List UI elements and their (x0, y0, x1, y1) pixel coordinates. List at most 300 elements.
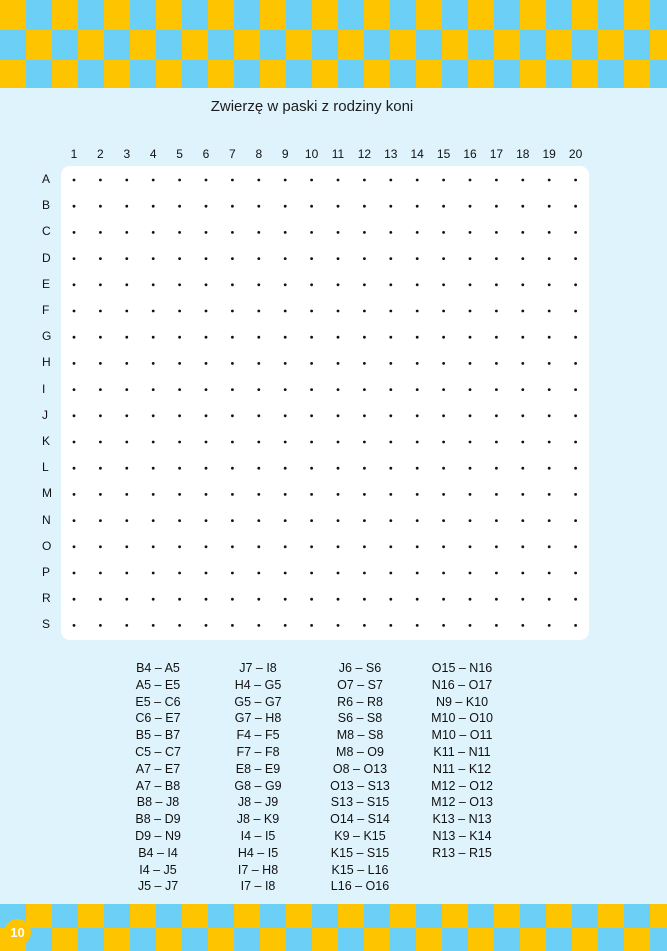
grid-dot-D19[interactable] (548, 257, 551, 260)
grid-dot-A20[interactable] (574, 179, 577, 182)
grid-dot-C14[interactable] (416, 231, 419, 234)
grid-dot-E9[interactable] (284, 283, 287, 286)
grid-dot-G3[interactable] (125, 336, 128, 339)
grid-dot-C1[interactable] (73, 231, 76, 234)
grid-dot-C18[interactable] (521, 231, 524, 234)
grid-dot-B6[interactable] (205, 205, 208, 208)
grid-dot-O7[interactable] (231, 545, 234, 548)
grid-dot-I16[interactable] (469, 388, 472, 391)
grid-dot-F16[interactable] (469, 310, 472, 313)
grid-dot-G19[interactable] (548, 336, 551, 339)
grid-dot-H6[interactable] (205, 362, 208, 365)
grid-dot-R7[interactable] (231, 598, 234, 601)
grid-dot-A5[interactable] (178, 179, 181, 182)
grid-dot-O8[interactable] (257, 545, 260, 548)
grid-dot-P10[interactable] (310, 572, 313, 575)
grid-dot-F1[interactable] (73, 310, 76, 313)
grid-dot-A17[interactable] (495, 179, 498, 182)
grid-dot-B19[interactable] (548, 205, 551, 208)
grid-dot-I6[interactable] (205, 388, 208, 391)
grid-dot-R9[interactable] (284, 598, 287, 601)
grid-dot-M4[interactable] (152, 493, 155, 496)
grid-dot-K14[interactable] (416, 441, 419, 444)
grid-dot-H12[interactable] (363, 362, 366, 365)
grid-dot-S5[interactable] (178, 624, 181, 627)
grid-dot-N7[interactable] (231, 519, 234, 522)
grid-dot-P12[interactable] (363, 572, 366, 575)
grid-dot-F18[interactable] (521, 310, 524, 313)
grid-dot-I5[interactable] (178, 388, 181, 391)
grid-dot-S19[interactable] (548, 624, 551, 627)
grid-dot-E3[interactable] (125, 283, 128, 286)
grid-dot-M19[interactable] (548, 493, 551, 496)
grid-dot-O3[interactable] (125, 545, 128, 548)
grid-dot-F6[interactable] (205, 310, 208, 313)
grid-dot-M20[interactable] (574, 493, 577, 496)
grid-dot-F2[interactable] (99, 310, 102, 313)
grid-dot-O9[interactable] (284, 545, 287, 548)
dot-grid[interactable] (61, 166, 589, 640)
grid-dot-D3[interactable] (125, 257, 128, 260)
grid-dot-H11[interactable] (337, 362, 340, 365)
grid-dot-C6[interactable] (205, 231, 208, 234)
grid-dot-N5[interactable] (178, 519, 181, 522)
grid-dot-M10[interactable] (310, 493, 313, 496)
grid-dot-S12[interactable] (363, 624, 366, 627)
grid-dot-M16[interactable] (469, 493, 472, 496)
grid-dot-K11[interactable] (337, 441, 340, 444)
grid-dot-L10[interactable] (310, 467, 313, 470)
grid-dot-N11[interactable] (337, 519, 340, 522)
grid-dot-N14[interactable] (416, 519, 419, 522)
grid-dot-H8[interactable] (257, 362, 260, 365)
grid-dot-P1[interactable] (73, 572, 76, 575)
grid-dot-P2[interactable] (99, 572, 102, 575)
grid-dot-J11[interactable] (337, 414, 340, 417)
grid-dot-O14[interactable] (416, 545, 419, 548)
grid-dot-M13[interactable] (389, 493, 392, 496)
grid-dot-D8[interactable] (257, 257, 260, 260)
grid-dot-S13[interactable] (389, 624, 392, 627)
grid-dot-A13[interactable] (389, 179, 392, 182)
grid-dot-L1[interactable] (73, 467, 76, 470)
grid-dot-S8[interactable] (257, 624, 260, 627)
grid-dot-B17[interactable] (495, 205, 498, 208)
grid-dot-E11[interactable] (337, 283, 340, 286)
grid-dot-L7[interactable] (231, 467, 234, 470)
grid-dot-R8[interactable] (257, 598, 260, 601)
grid-dot-J18[interactable] (521, 414, 524, 417)
grid-dot-N1[interactable] (73, 519, 76, 522)
grid-dot-B1[interactable] (73, 205, 76, 208)
grid-dot-R13[interactable] (389, 598, 392, 601)
grid-dot-S16[interactable] (469, 624, 472, 627)
grid-dot-C9[interactable] (284, 231, 287, 234)
grid-dot-G16[interactable] (469, 336, 472, 339)
grid-dot-S3[interactable] (125, 624, 128, 627)
grid-dot-N20[interactable] (574, 519, 577, 522)
grid-dot-J10[interactable] (310, 414, 313, 417)
grid-dot-R15[interactable] (442, 598, 445, 601)
grid-dot-J16[interactable] (469, 414, 472, 417)
grid-dot-N13[interactable] (389, 519, 392, 522)
grid-dot-C11[interactable] (337, 231, 340, 234)
grid-dot-H19[interactable] (548, 362, 551, 365)
grid-dot-E14[interactable] (416, 283, 419, 286)
grid-dot-E15[interactable] (442, 283, 445, 286)
grid-dot-C20[interactable] (574, 231, 577, 234)
grid-dot-F3[interactable] (125, 310, 128, 313)
grid-dot-J14[interactable] (416, 414, 419, 417)
grid-dot-P18[interactable] (521, 572, 524, 575)
grid-dot-N6[interactable] (205, 519, 208, 522)
grid-dot-J4[interactable] (152, 414, 155, 417)
grid-dot-F13[interactable] (389, 310, 392, 313)
grid-dot-L5[interactable] (178, 467, 181, 470)
grid-dot-H3[interactable] (125, 362, 128, 365)
grid-dot-F5[interactable] (178, 310, 181, 313)
grid-dot-R6[interactable] (205, 598, 208, 601)
grid-dot-K9[interactable] (284, 441, 287, 444)
grid-dot-N10[interactable] (310, 519, 313, 522)
grid-dot-J3[interactable] (125, 414, 128, 417)
grid-dot-O15[interactable] (442, 545, 445, 548)
grid-dot-C7[interactable] (231, 231, 234, 234)
grid-dot-J12[interactable] (363, 414, 366, 417)
grid-dot-R17[interactable] (495, 598, 498, 601)
grid-dot-O5[interactable] (178, 545, 181, 548)
grid-dot-J8[interactable] (257, 414, 260, 417)
grid-dot-P7[interactable] (231, 572, 234, 575)
grid-dot-M11[interactable] (337, 493, 340, 496)
grid-dot-O6[interactable] (205, 545, 208, 548)
grid-dot-D16[interactable] (469, 257, 472, 260)
grid-dot-K16[interactable] (469, 441, 472, 444)
grid-dot-P16[interactable] (469, 572, 472, 575)
grid-dot-P5[interactable] (178, 572, 181, 575)
grid-dot-C16[interactable] (469, 231, 472, 234)
grid-dot-P9[interactable] (284, 572, 287, 575)
grid-dot-K7[interactable] (231, 441, 234, 444)
grid-dot-M9[interactable] (284, 493, 287, 496)
grid-dot-M17[interactable] (495, 493, 498, 496)
grid-dot-K17[interactable] (495, 441, 498, 444)
grid-dot-L13[interactable] (389, 467, 392, 470)
grid-dot-O19[interactable] (548, 545, 551, 548)
grid-dot-L6[interactable] (205, 467, 208, 470)
grid-dot-K15[interactable] (442, 441, 445, 444)
grid-dot-J5[interactable] (178, 414, 181, 417)
grid-dot-O18[interactable] (521, 545, 524, 548)
grid-dot-B5[interactable] (178, 205, 181, 208)
grid-dot-D11[interactable] (337, 257, 340, 260)
grid-dot-M8[interactable] (257, 493, 260, 496)
grid-dot-G9[interactable] (284, 336, 287, 339)
grid-dot-L12[interactable] (363, 467, 366, 470)
grid-dot-D5[interactable] (178, 257, 181, 260)
grid-dot-S6[interactable] (205, 624, 208, 627)
grid-dot-F20[interactable] (574, 310, 577, 313)
grid-dot-K5[interactable] (178, 441, 181, 444)
grid-dot-J20[interactable] (574, 414, 577, 417)
grid-dot-B11[interactable] (337, 205, 340, 208)
grid-dot-G2[interactable] (99, 336, 102, 339)
grid-dot-L19[interactable] (548, 467, 551, 470)
grid-dot-I1[interactable] (73, 388, 76, 391)
grid-dot-C8[interactable] (257, 231, 260, 234)
grid-dot-M7[interactable] (231, 493, 234, 496)
grid-dot-K10[interactable] (310, 441, 313, 444)
grid-dot-B4[interactable] (152, 205, 155, 208)
grid-dot-A19[interactable] (548, 179, 551, 182)
grid-dot-O2[interactable] (99, 545, 102, 548)
grid-dot-N3[interactable] (125, 519, 128, 522)
grid-dot-D15[interactable] (442, 257, 445, 260)
grid-dot-J17[interactable] (495, 414, 498, 417)
grid-dot-F7[interactable] (231, 310, 234, 313)
grid-dot-L9[interactable] (284, 467, 287, 470)
grid-dot-R1[interactable] (73, 598, 76, 601)
grid-dot-O11[interactable] (337, 545, 340, 548)
grid-dot-D17[interactable] (495, 257, 498, 260)
grid-dot-P3[interactable] (125, 572, 128, 575)
grid-dot-A11[interactable] (337, 179, 340, 182)
grid-dot-A10[interactable] (310, 179, 313, 182)
grid-dot-S11[interactable] (337, 624, 340, 627)
grid-dot-P13[interactable] (389, 572, 392, 575)
grid-dot-I4[interactable] (152, 388, 155, 391)
grid-dot-O12[interactable] (363, 545, 366, 548)
grid-dot-D9[interactable] (284, 257, 287, 260)
grid-dot-M18[interactable] (521, 493, 524, 496)
grid-dot-I15[interactable] (442, 388, 445, 391)
grid-dot-N12[interactable] (363, 519, 366, 522)
grid-dot-A18[interactable] (521, 179, 524, 182)
grid-dot-B8[interactable] (257, 205, 260, 208)
grid-dot-L8[interactable] (257, 467, 260, 470)
grid-dot-D12[interactable] (363, 257, 366, 260)
grid-dot-S10[interactable] (310, 624, 313, 627)
grid-dot-S14[interactable] (416, 624, 419, 627)
grid-dot-D20[interactable] (574, 257, 577, 260)
grid-dot-I17[interactable] (495, 388, 498, 391)
grid-dot-R19[interactable] (548, 598, 551, 601)
grid-dot-F19[interactable] (548, 310, 551, 313)
grid-dot-R11[interactable] (337, 598, 340, 601)
grid-dot-C5[interactable] (178, 231, 181, 234)
grid-dot-B20[interactable] (574, 205, 577, 208)
grid-dot-E5[interactable] (178, 283, 181, 286)
grid-dot-C4[interactable] (152, 231, 155, 234)
grid-dot-C3[interactable] (125, 231, 128, 234)
grid-dot-R18[interactable] (521, 598, 524, 601)
grid-dot-L18[interactable] (521, 467, 524, 470)
grid-dot-J6[interactable] (205, 414, 208, 417)
grid-dot-L14[interactable] (416, 467, 419, 470)
grid-dot-O1[interactable] (73, 545, 76, 548)
grid-dot-E2[interactable] (99, 283, 102, 286)
grid-dot-C10[interactable] (310, 231, 313, 234)
grid-dot-L17[interactable] (495, 467, 498, 470)
grid-dot-D7[interactable] (231, 257, 234, 260)
grid-dot-I11[interactable] (337, 388, 340, 391)
grid-dot-A15[interactable] (442, 179, 445, 182)
grid-dot-E12[interactable] (363, 283, 366, 286)
grid-dot-A8[interactable] (257, 179, 260, 182)
grid-dot-S4[interactable] (152, 624, 155, 627)
grid-dot-D1[interactable] (73, 257, 76, 260)
grid-dot-M2[interactable] (99, 493, 102, 496)
grid-dot-S1[interactable] (73, 624, 76, 627)
grid-dot-L16[interactable] (469, 467, 472, 470)
grid-dot-N17[interactable] (495, 519, 498, 522)
grid-dot-I19[interactable] (548, 388, 551, 391)
grid-dot-B14[interactable] (416, 205, 419, 208)
grid-dot-H17[interactable] (495, 362, 498, 365)
grid-dot-D14[interactable] (416, 257, 419, 260)
grid-dot-K3[interactable] (125, 441, 128, 444)
grid-dot-E4[interactable] (152, 283, 155, 286)
grid-dot-C12[interactable] (363, 231, 366, 234)
grid-dot-H5[interactable] (178, 362, 181, 365)
grid-dot-E20[interactable] (574, 283, 577, 286)
grid-dot-K6[interactable] (205, 441, 208, 444)
grid-dot-D6[interactable] (205, 257, 208, 260)
grid-dot-R20[interactable] (574, 598, 577, 601)
grid-dot-H1[interactable] (73, 362, 76, 365)
grid-dot-O17[interactable] (495, 545, 498, 548)
grid-dot-L15[interactable] (442, 467, 445, 470)
grid-dot-I12[interactable] (363, 388, 366, 391)
grid-dot-R2[interactable] (99, 598, 102, 601)
grid-dot-J9[interactable] (284, 414, 287, 417)
grid-dot-L3[interactable] (125, 467, 128, 470)
grid-dot-O13[interactable] (389, 545, 392, 548)
grid-dot-G10[interactable] (310, 336, 313, 339)
grid-dot-B10[interactable] (310, 205, 313, 208)
grid-dot-G14[interactable] (416, 336, 419, 339)
grid-dot-H14[interactable] (416, 362, 419, 365)
grid-dot-E18[interactable] (521, 283, 524, 286)
grid-dot-F8[interactable] (257, 310, 260, 313)
grid-dot-E8[interactable] (257, 283, 260, 286)
grid-dot-A9[interactable] (284, 179, 287, 182)
grid-dot-K1[interactable] (73, 441, 76, 444)
grid-dot-I13[interactable] (389, 388, 392, 391)
grid-dot-M5[interactable] (178, 493, 181, 496)
grid-dot-D10[interactable] (310, 257, 313, 260)
grid-dot-G5[interactable] (178, 336, 181, 339)
grid-dot-I2[interactable] (99, 388, 102, 391)
grid-dot-R3[interactable] (125, 598, 128, 601)
grid-dot-J13[interactable] (389, 414, 392, 417)
grid-dot-A7[interactable] (231, 179, 234, 182)
grid-dot-F14[interactable] (416, 310, 419, 313)
grid-dot-O20[interactable] (574, 545, 577, 548)
grid-dot-G15[interactable] (442, 336, 445, 339)
grid-dot-I3[interactable] (125, 388, 128, 391)
grid-dot-S9[interactable] (284, 624, 287, 627)
grid-dot-J2[interactable] (99, 414, 102, 417)
grid-dot-K4[interactable] (152, 441, 155, 444)
grid-dot-I14[interactable] (416, 388, 419, 391)
grid-dot-F10[interactable] (310, 310, 313, 313)
grid-dot-N16[interactable] (469, 519, 472, 522)
grid-dot-I10[interactable] (310, 388, 313, 391)
grid-dot-M3[interactable] (125, 493, 128, 496)
grid-dot-J15[interactable] (442, 414, 445, 417)
grid-dot-P19[interactable] (548, 572, 551, 575)
grid-dot-N4[interactable] (152, 519, 155, 522)
grid-dot-J19[interactable] (548, 414, 551, 417)
grid-dot-M14[interactable] (416, 493, 419, 496)
grid-dot-N9[interactable] (284, 519, 287, 522)
grid-dot-E10[interactable] (310, 283, 313, 286)
grid-dot-D2[interactable] (99, 257, 102, 260)
grid-dot-L11[interactable] (337, 467, 340, 470)
grid-dot-M6[interactable] (205, 493, 208, 496)
grid-dot-L2[interactable] (99, 467, 102, 470)
grid-dot-G4[interactable] (152, 336, 155, 339)
grid-dot-D4[interactable] (152, 257, 155, 260)
grid-dot-H13[interactable] (389, 362, 392, 365)
grid-dot-H7[interactable] (231, 362, 234, 365)
grid-dot-B15[interactable] (442, 205, 445, 208)
grid-dot-J7[interactable] (231, 414, 234, 417)
grid-dot-D18[interactable] (521, 257, 524, 260)
grid-dot-P6[interactable] (205, 572, 208, 575)
grid-dot-G17[interactable] (495, 336, 498, 339)
grid-dot-S20[interactable] (574, 624, 577, 627)
grid-dot-E6[interactable] (205, 283, 208, 286)
grid-dot-R14[interactable] (416, 598, 419, 601)
grid-dot-G11[interactable] (337, 336, 340, 339)
grid-dot-A1[interactable] (73, 179, 76, 182)
grid-dot-H20[interactable] (574, 362, 577, 365)
grid-dot-E7[interactable] (231, 283, 234, 286)
grid-dot-E13[interactable] (389, 283, 392, 286)
grid-dot-F9[interactable] (284, 310, 287, 313)
grid-dot-B7[interactable] (231, 205, 234, 208)
grid-dot-B9[interactable] (284, 205, 287, 208)
grid-dot-G20[interactable] (574, 336, 577, 339)
grid-dot-B13[interactable] (389, 205, 392, 208)
grid-dot-E1[interactable] (73, 283, 76, 286)
grid-dot-N19[interactable] (548, 519, 551, 522)
grid-dot-M15[interactable] (442, 493, 445, 496)
grid-dot-N8[interactable] (257, 519, 260, 522)
grid-dot-A4[interactable] (152, 179, 155, 182)
grid-dot-G6[interactable] (205, 336, 208, 339)
grid-dot-A3[interactable] (125, 179, 128, 182)
grid-dot-E19[interactable] (548, 283, 551, 286)
grid-dot-E17[interactable] (495, 283, 498, 286)
grid-dot-K2[interactable] (99, 441, 102, 444)
grid-dot-P20[interactable] (574, 572, 577, 575)
grid-dot-F12[interactable] (363, 310, 366, 313)
grid-dot-G8[interactable] (257, 336, 260, 339)
grid-dot-C15[interactable] (442, 231, 445, 234)
grid-dot-F11[interactable] (337, 310, 340, 313)
grid-dot-A2[interactable] (99, 179, 102, 182)
grid-dot-G7[interactable] (231, 336, 234, 339)
grid-dot-R12[interactable] (363, 598, 366, 601)
grid-dot-K20[interactable] (574, 441, 577, 444)
grid-dot-H16[interactable] (469, 362, 472, 365)
grid-dot-I8[interactable] (257, 388, 260, 391)
grid-dot-S7[interactable] (231, 624, 234, 627)
grid-dot-G1[interactable] (73, 336, 76, 339)
